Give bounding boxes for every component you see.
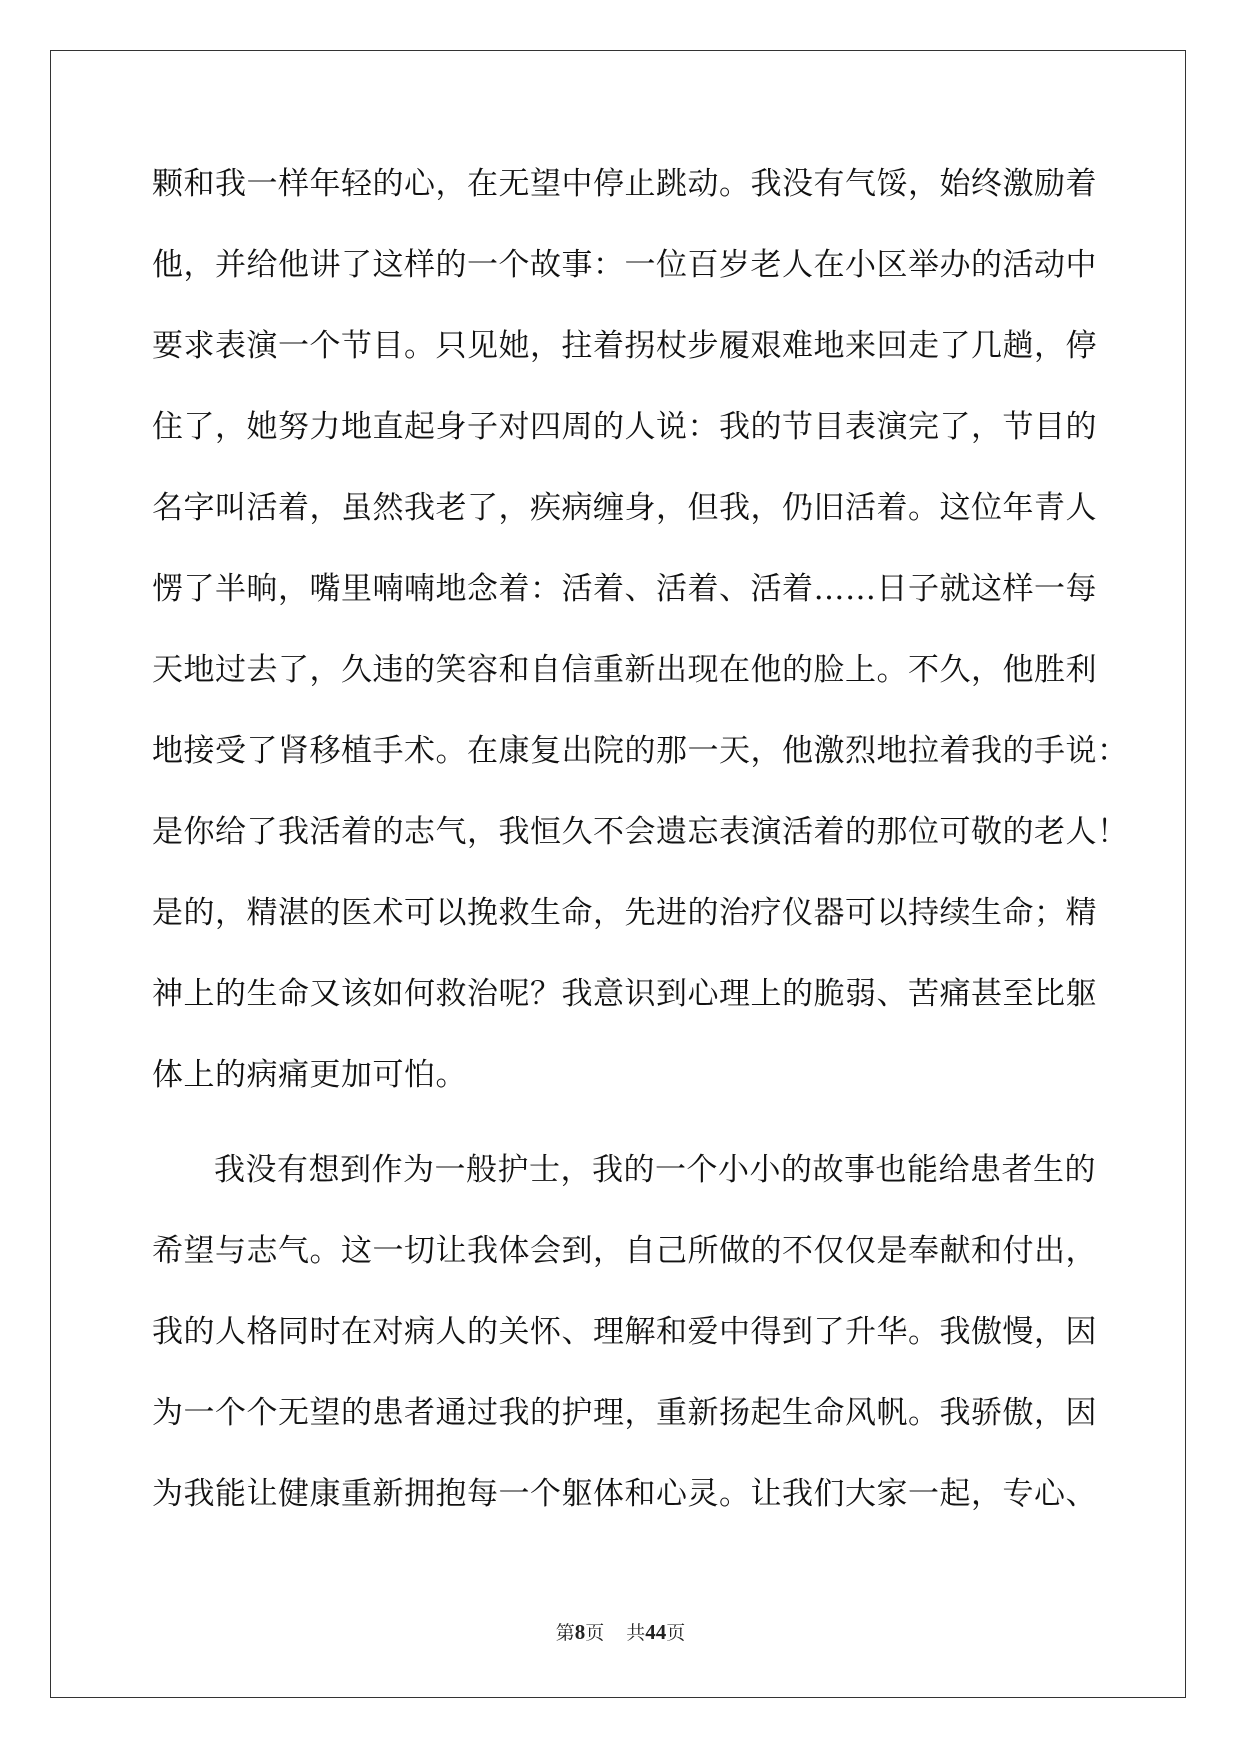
paragraph-2-line: 为我能让健康重新拥抱每一个躯体和心灵。让我们大家一起，专心、: [152, 1476, 1097, 1512]
paragraph-1-line: 地接受了肾移植手术。在康复出院的那一天，他激烈地拉着我的手说：: [152, 733, 1129, 769]
paragraph-1-line: 是的，精湛的医术可以挽救生命，先进的治疗仪器可以持续生命；精: [152, 895, 1097, 931]
page-prefix: 第: [555, 1622, 575, 1644]
paragraph-1-line: 天地过去了，久违的笑容和自信重新出现在他的脸上。不久，他胜利: [152, 652, 1097, 688]
paragraph-2-line: 希望与志气。这一切让我体会到，自己所做的不仅仅是奉献和付出，: [152, 1233, 1097, 1269]
paragraph-1-line: 名字叫活着，虽然我老了，疾病缠身，但我，仍旧活着。这位年青人: [152, 490, 1097, 526]
paragraph-2-line: 我的人格同时在对病人的关怀、理解和爱中得到了升华。我傲慢，因: [152, 1314, 1097, 1350]
paragraph-2-line: 我没有想到作为一般护士，我的一个小小的故事也能给患者生的: [214, 1152, 1096, 1188]
total-suffix: 页: [666, 1622, 686, 1644]
paragraph-2-line: 为一个个无望的患者通过我的护理，重新扬起生命风帆。我骄傲，因: [152, 1395, 1097, 1431]
paragraph-1-line: 是你给了我活着的志气，我恒久不会遗忘表演活着的那位可敬的老人！: [152, 814, 1129, 850]
total-prefix: 共: [626, 1622, 646, 1644]
page-number: 8: [574, 1620, 586, 1644]
total-pages: 44: [645, 1620, 667, 1644]
paragraph-1-line: 他，并给他讲了这样的一个故事：一位百岁老人在小区举办的活动中: [152, 247, 1097, 283]
paragraph-1-line: 住了，她努力地直起身子对四周的人说：我的节目表演完了，节目的: [152, 409, 1097, 445]
paragraph-1-line: 愣了半晌，嘴里喃喃地念着：活着、活着、活着……日子就这样一每: [152, 571, 1097, 607]
paragraph-1-line: 体上的病痛更加可怕。: [152, 1057, 467, 1093]
paragraph-1-line: 要求表演一个节目。只见她，拄着拐杖步履艰难地来回走了几趟，停: [152, 328, 1097, 364]
page-suffix: 页: [585, 1622, 605, 1644]
paragraph-1-line: 颗和我一样年轻的心，在无望中停止跳动。我没有气馁，始终激励着: [152, 166, 1097, 202]
document-body: [152, 156, 1129, 1547]
paragraph-1-line: 神上的生命又该如何救治呢？我意识到心理上的脆弱、苦痛甚至比躯: [152, 976, 1097, 1012]
page-footer: [0, 1618, 1241, 1645]
